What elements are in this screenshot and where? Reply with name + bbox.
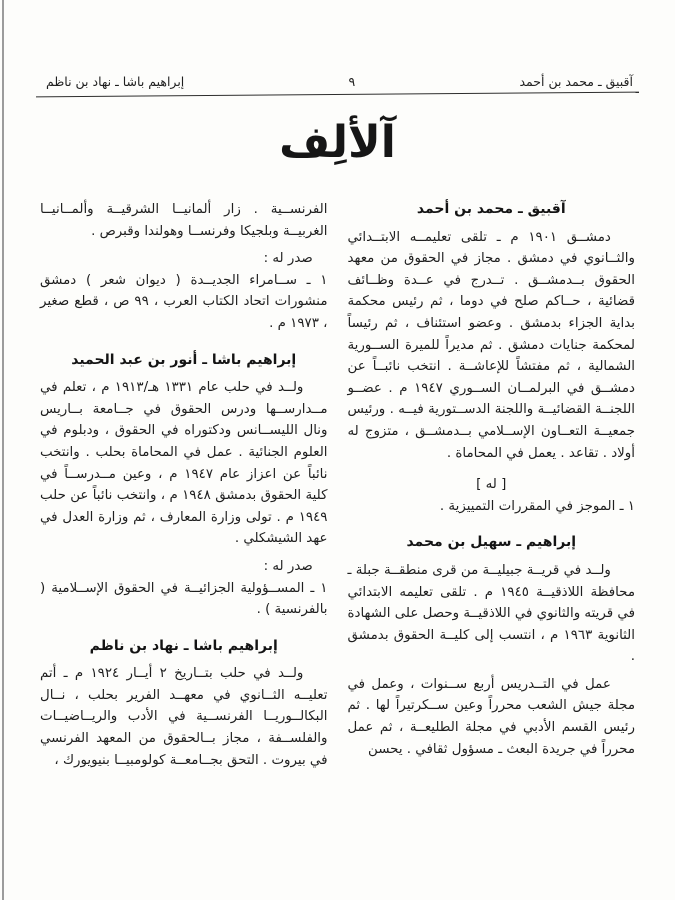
entry-paragraph: ولــد في حلب بتــاريخ ٢ أيــار ١٩٢٤ م ـ أتم تعليــه الثــانوي في معهــد الفرير بحلب ، نــال البكالــوريــا الفرنســية في الأدب والريــاضيــات والفلســفة ، مجاز بــالحقوق من المعهد الفرنسي في بيروت . التحق بجــامعــة كولومبيــا بنيويورك ، — [40, 666, 328, 768]
works-bracket-label: [ له ] — [476, 477, 507, 493]
header-rule — [36, 92, 639, 98]
text-columns — [40, 199, 635, 777]
entry-paragraph: عمل في التــدريس أربع ســنوات ، وعمل في مجلة جيش الشعب محرراً وعين ســكرتيراً لها . ثم رئيس القسم الأدبي في مجلة الطليعــة ، ثم عمل محرراً في جريدة البعث ـ مسؤول ثقافي . يحسن — [347, 676, 635, 757]
entry-paragraph: دمشــق ١٩٠١ م ـ تلقى تعليمــه الابتــدائي والثــانوي في دمشق . مجاز في الحقوق من معهد الحقوق بــدمشــق . تــدرج في عــدة وظــائف قضائية ، حــاكم صلح في دوما ، ثم رئيس محكمة بداية الجزاء بدمشق . وعضو استئناف ، ثم رئيساً لمحكمة جنايات دمشق . ثم مديراً للميرة الســورية الشمالية ، ثم مفتشاً للإعاشــة . انتخب نائبــاً عن دمشــق في البرلمــان الســوري ١٩٤٧ م . عضــو اللجنــة القضائيــة واللجنة الدســتورية فيــه . ورئيس جمعيــة التعــاون الإســلامي بــدمشــق ، متزوج له أولاد . تقاعد . يعمل في المحاماة . — [347, 229, 635, 461]
entry-heading: إبراهيم باشا ـ أنور بن عبد الحميد — [71, 351, 297, 368]
header-last-entry: إبراهيم باشا ـ نهاد بن ناظم — [46, 74, 185, 89]
header-first-entry: آقبيق ـ محمد بن أحمد — [519, 74, 633, 89]
entry-paragraph: ولــد في حلب عام ١٣٣١ هـ/١٩١٣ م ، تعلم في مــدارســها ودرس الحقوق في جــامعة بــاريس ونال الليســانس ودكتوراه في الحقوق ، ودبلوم في العلوم الجنائية . عمل في المحاماة بحلب . وانتخب نائباً عن اعزاز عام ١٩٤٧ م ، وعين مــدرســاً في كلية الحقوق بدمشق ١٩٤٨ م ، وانتخب نائباً عن حلب ١٩٤٩ م . تولى وزارة المعارف ، ثم وزارة العدل في عهد الشيشكلي . — [40, 380, 328, 547]
work-item: ١ ـ المســؤولية الجزائيــة في الحقوق الإســلامية ( بالفرنسية ) . — [40, 580, 328, 618]
entry-heading: آقبيق ـ محمد بن أحمد — [416, 201, 566, 217]
entry-heading: إبراهيم ـ سهيل بن محمد — [406, 534, 577, 551]
section-title: آلألِف — [279, 117, 396, 168]
works-label: صدر له : — [263, 558, 313, 574]
running-header — [40, 0, 635, 90]
entry-heading: إبراهيم باشا ـ نهاد بن ناظم — [89, 637, 278, 654]
work-item: ١ ـ ســامراء الجديــدة ( ديوان شعر ) دمشق منشورات اتحاد الكتاب العرب ، ٩٩ ص ، قطع صغير ، ١٩٧٣ م . — [40, 272, 328, 331]
header-page-number: ٩ — [348, 74, 356, 89]
right-column — [348, 199, 636, 766]
entry-paragraph: ولــد في قريــة جبيليــة من قرى منطقــة جبلة ـ محافظة اللاذقيــة ١٩٤٥ م . تلقى تعليمه الابتدائي في قريته والثانوي في اللاذقيــة وحصل على الشهادة الثانوية ١٩٦٣ م ، انتسب إلى كليــة الحقوق بدمشق . — [347, 562, 635, 665]
left-column — [40, 199, 328, 777]
works-label: صدر له : — [263, 251, 313, 267]
entry-paragraph-continued: الفرنســية . زار ألمانيــا الشرقيــة وألمــانيــا الغربيــة وبلجيكا وفرنســا وهولندا وقبرص . — [40, 202, 328, 239]
work-item: ١ ـ الموجز في المقررات التمييزية . — [439, 498, 635, 514]
